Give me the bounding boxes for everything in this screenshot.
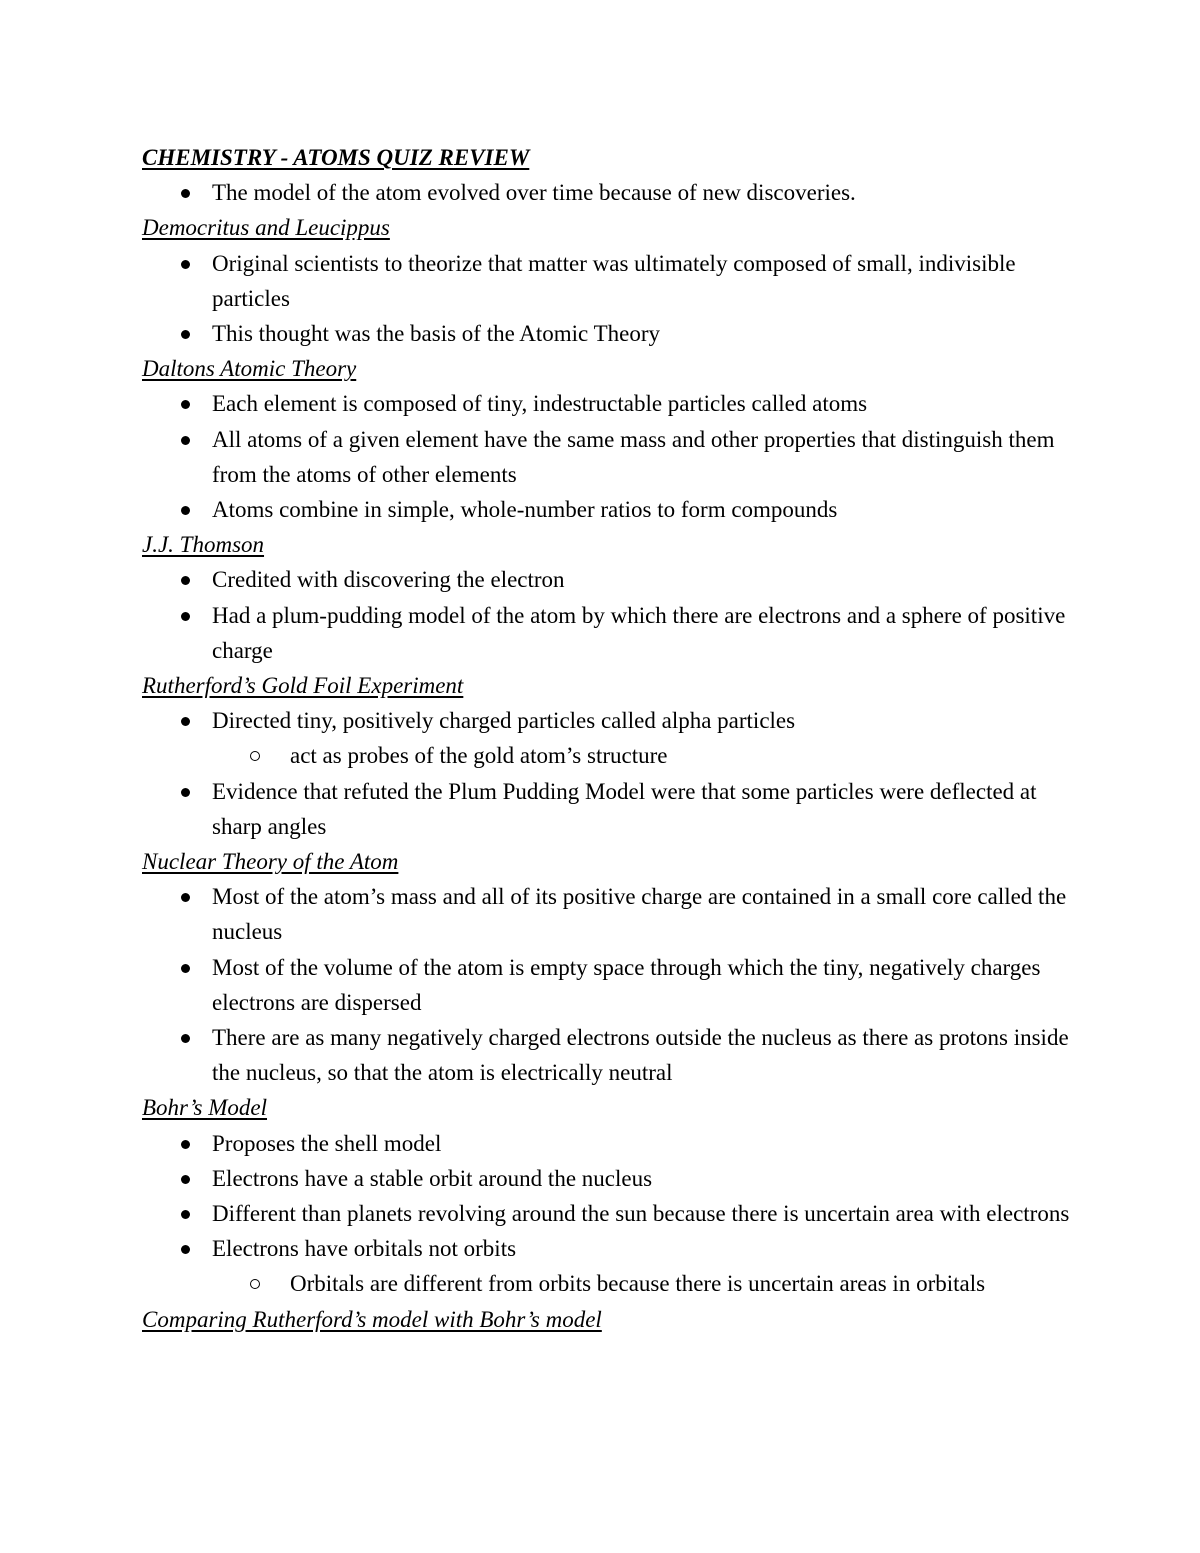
list-item: This thought was the basis of the Atomic Theory [142, 316, 1072, 351]
list-item: Each element is composed of tiny, indestructable particles called atoms [142, 386, 1072, 421]
sub-list-item: act as probes of the gold atom’s structure [142, 738, 1072, 773]
list-item: Directed tiny, positively charged particles called alpha particles [142, 703, 1072, 738]
list-item: Most of the atom’s mass and all of its positive charge are contained in a small core called the nucleus [142, 879, 1072, 949]
intro-list [142, 175, 1072, 210]
list-item: Electrons have a stable orbit around the nucleus [142, 1161, 1072, 1196]
section-heading-nuclear-theory: Nuclear Theory of the Atom [142, 848, 399, 874]
section-list-thomson [142, 562, 1072, 668]
list-item: Atoms combine in simple, whole-number ratios to form compounds [142, 492, 1072, 527]
section-list-rutherford [142, 703, 1072, 844]
list-item: All atoms of a given element have the same mass and other properties that distinguish them from the atoms of other elements [142, 422, 1072, 492]
list-item: Had a plum-pudding model of the atom by which there are electrons and a sphere of positive charge [142, 598, 1072, 668]
list-item: Original scientists to theorize that matter was ultimately composed of small, indivisible particles [142, 246, 1072, 316]
section-heading-democritus: Democritus and Leucippus [142, 215, 390, 241]
list-item: The model of the atom evolved over time because of new discoveries. [142, 175, 1072, 210]
list-item: Most of the volume of the atom is empty space through which the tiny, negatively charges electrons are dispersed [142, 950, 1072, 1020]
section-list-bohr [142, 1126, 1072, 1302]
section-list-dalton [142, 386, 1072, 527]
list-item: Proposes the shell model [142, 1126, 1072, 1161]
document-page [142, 140, 1072, 1337]
list-item: Credited with discovering the electron [142, 562, 1072, 597]
list-item: Different than planets revolving around the sun because there is uncertain area with electrons [142, 1196, 1072, 1231]
section-heading-rutherford: Rutherford’s Gold Foil Experiment [142, 672, 464, 698]
section-heading-comparison: Comparing Rutherford’s model with Bohr’s model [142, 1306, 602, 1332]
section-list-nuclear-theory [142, 879, 1072, 1090]
list-item: Electrons have orbitals not orbits [142, 1231, 1072, 1266]
section-heading-thomson: J.J. Thomson [142, 532, 265, 558]
section-heading-bohr: Bohr’s Model [142, 1095, 268, 1121]
document-title: CHEMISTRY - ATOMS QUIZ REVIEW [142, 145, 530, 170]
section-list-democritus [142, 246, 1072, 352]
sub-list-item: Orbitals are different from orbits because there is uncertain areas in orbitals [142, 1266, 1072, 1301]
section-heading-dalton: Daltons Atomic Theory [142, 356, 357, 382]
list-item: Evidence that refuted the Plum Pudding Model were that some particles were deflected at sharp angles [142, 774, 1072, 844]
list-item: There are as many negatively charged electrons outside the nucleus as there as protons inside the nucleus, so that the atom is electrically neutral [142, 1020, 1072, 1090]
